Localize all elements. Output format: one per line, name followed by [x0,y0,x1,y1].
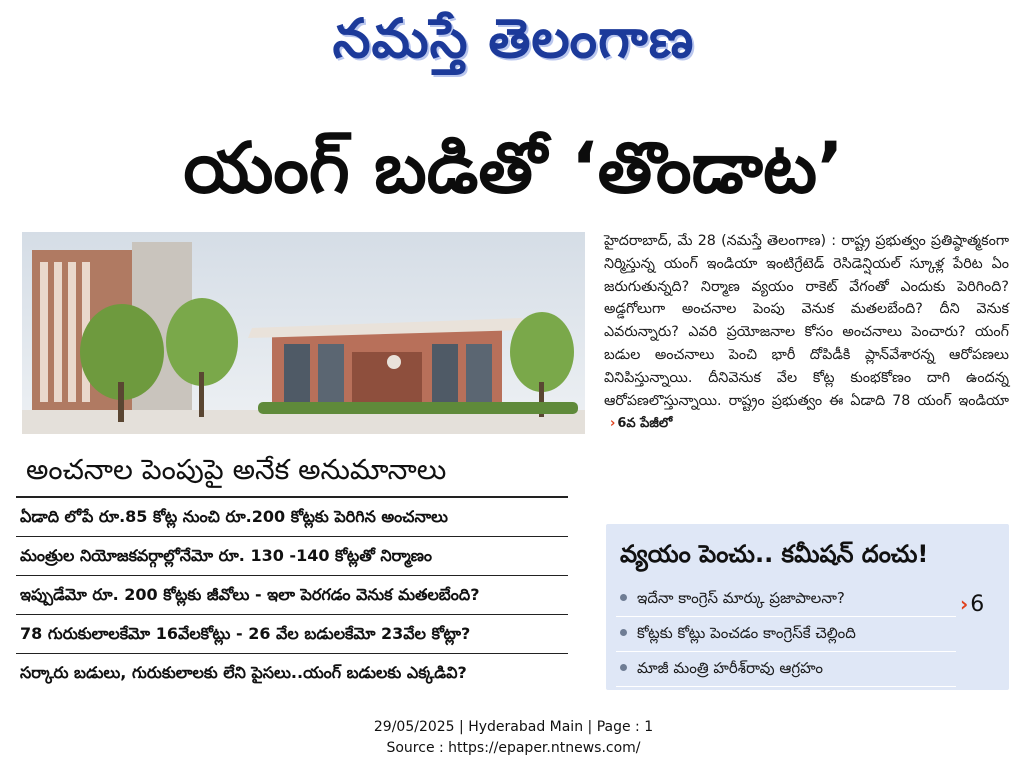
continued-on-page [610,416,672,431]
chevron-right-icon: › [960,592,969,616]
highlight-points [16,496,568,692]
highlight-point: మంత్రుల నియోజకవర్గాల్లోనేమో రూ. 130 -140 కోట్లతో నిర్మాణం [16,536,568,575]
sidebar-story-point-text: కోట్లకు కోట్లు పెంచడం కాంగ్రెస్‌కే చెల్లింది [637,624,856,642]
sidebar-story-title: వ్యయం పెంచు.. కమీషన్ దంచు! [620,540,929,568]
chevron-right-icon: › [610,416,616,432]
bullet-icon [620,629,627,636]
bullet-icon [620,594,627,601]
newspaper-masthead: నమస్తే తెలంగాణ [332,7,695,70]
sidebar-story-point-text: ఇదేనా కాంగ్రెస్ మార్కు ప్రజాపాలనా? [637,589,845,607]
highlight-point: ఇప్పుడేమో రూ. 200 కోట్లకు జీవోలు - ఇలా పెరగడం వెనుక మతలబేంది? [16,575,568,614]
sidebar-story-point-text: మాజీ మంత్రి హరీశ్‌రావు ఆగ్రహం [637,659,824,677]
sidebar-story-points [616,582,956,687]
edition-info: 29/05/2025 | Hyderabad Main | Page : 1 [373,719,654,735]
sidebar-story-point [616,617,956,652]
footer [0,717,1027,759]
subheading: అంచనాల పెంపుపై అనేక అనుమానాలు [26,453,447,486]
article-text: హైదరాబాద్, మే 28 (నమస్తే తెలంగాణ) : రాష్ట్ర ప్రభుత్వం ప్రతిష్ఠాత్మకంగా నిర్మిస్తున్న యంగ్ ఇండియా ఇంటిగ్రేటెడ్ రెసిడెన్షియల్ స్కూళ్ల పేరిట ఏం జరుగుతున్నది? నిర్మాణ వ్యయం రాకెట్ వేగంతో ఎందుకు పెరిగింది? అడ్డగోలుగా అంచనాల పెంపు వెనుక మతలబేంది? దీని వెనుక ఎవరున్నారు? ఎవరి ప్రయోజనాల కోసం అంచనాలు పెంచారు? యంగ్ బడుల అంచనాలు పెంచి భారీ దోపిడీకి ప్లాన్‌వేశారన్న ఆరోపణలు వినిపిస్తున్నాయి. దీనివెనుక వేల కోట్ల కుంభకోణం దాగి ఉందన్న ఆరోపణలొస్తున్నాయి. రాష్ట్రం ప్రభుత్వం ఈ ఏడాది 78 యంగ్ ఇండియా [604,233,1009,409]
source-link: Source : https://epaper.ntnews.com/ [386,740,641,756]
headline: యంగ్ బడితో ‘తొండాట’ [183,127,844,209]
article-body [604,230,1009,436]
highlight-point: 78 గురుకులాలకేమో 16వేలకోట్లు - 26 వేల బడులకేమో 23వేల కోట్లా? [16,614,568,653]
sidebar-story-point [616,582,956,617]
page-reference-number: 6 [970,592,985,617]
continued-label: 6వ పేజీలో [617,416,673,432]
highlight-point: ఏడాది లోపే రూ.85 కోట్ల నుంచి రూ.200 కోట్లకు పెరిగిన అంచనాలు [16,496,568,536]
bullet-icon [620,664,627,671]
sidebar-story-point [616,652,956,687]
highlight-point: సర్కారు బడులు, గురుకులాలకు లేని పైసలు..యంగ్ బడులకు ఎక్కడివి? [16,653,568,692]
sidebar-story-box [606,524,1009,690]
page-reference [960,592,984,617]
school-building-photo [22,232,585,434]
